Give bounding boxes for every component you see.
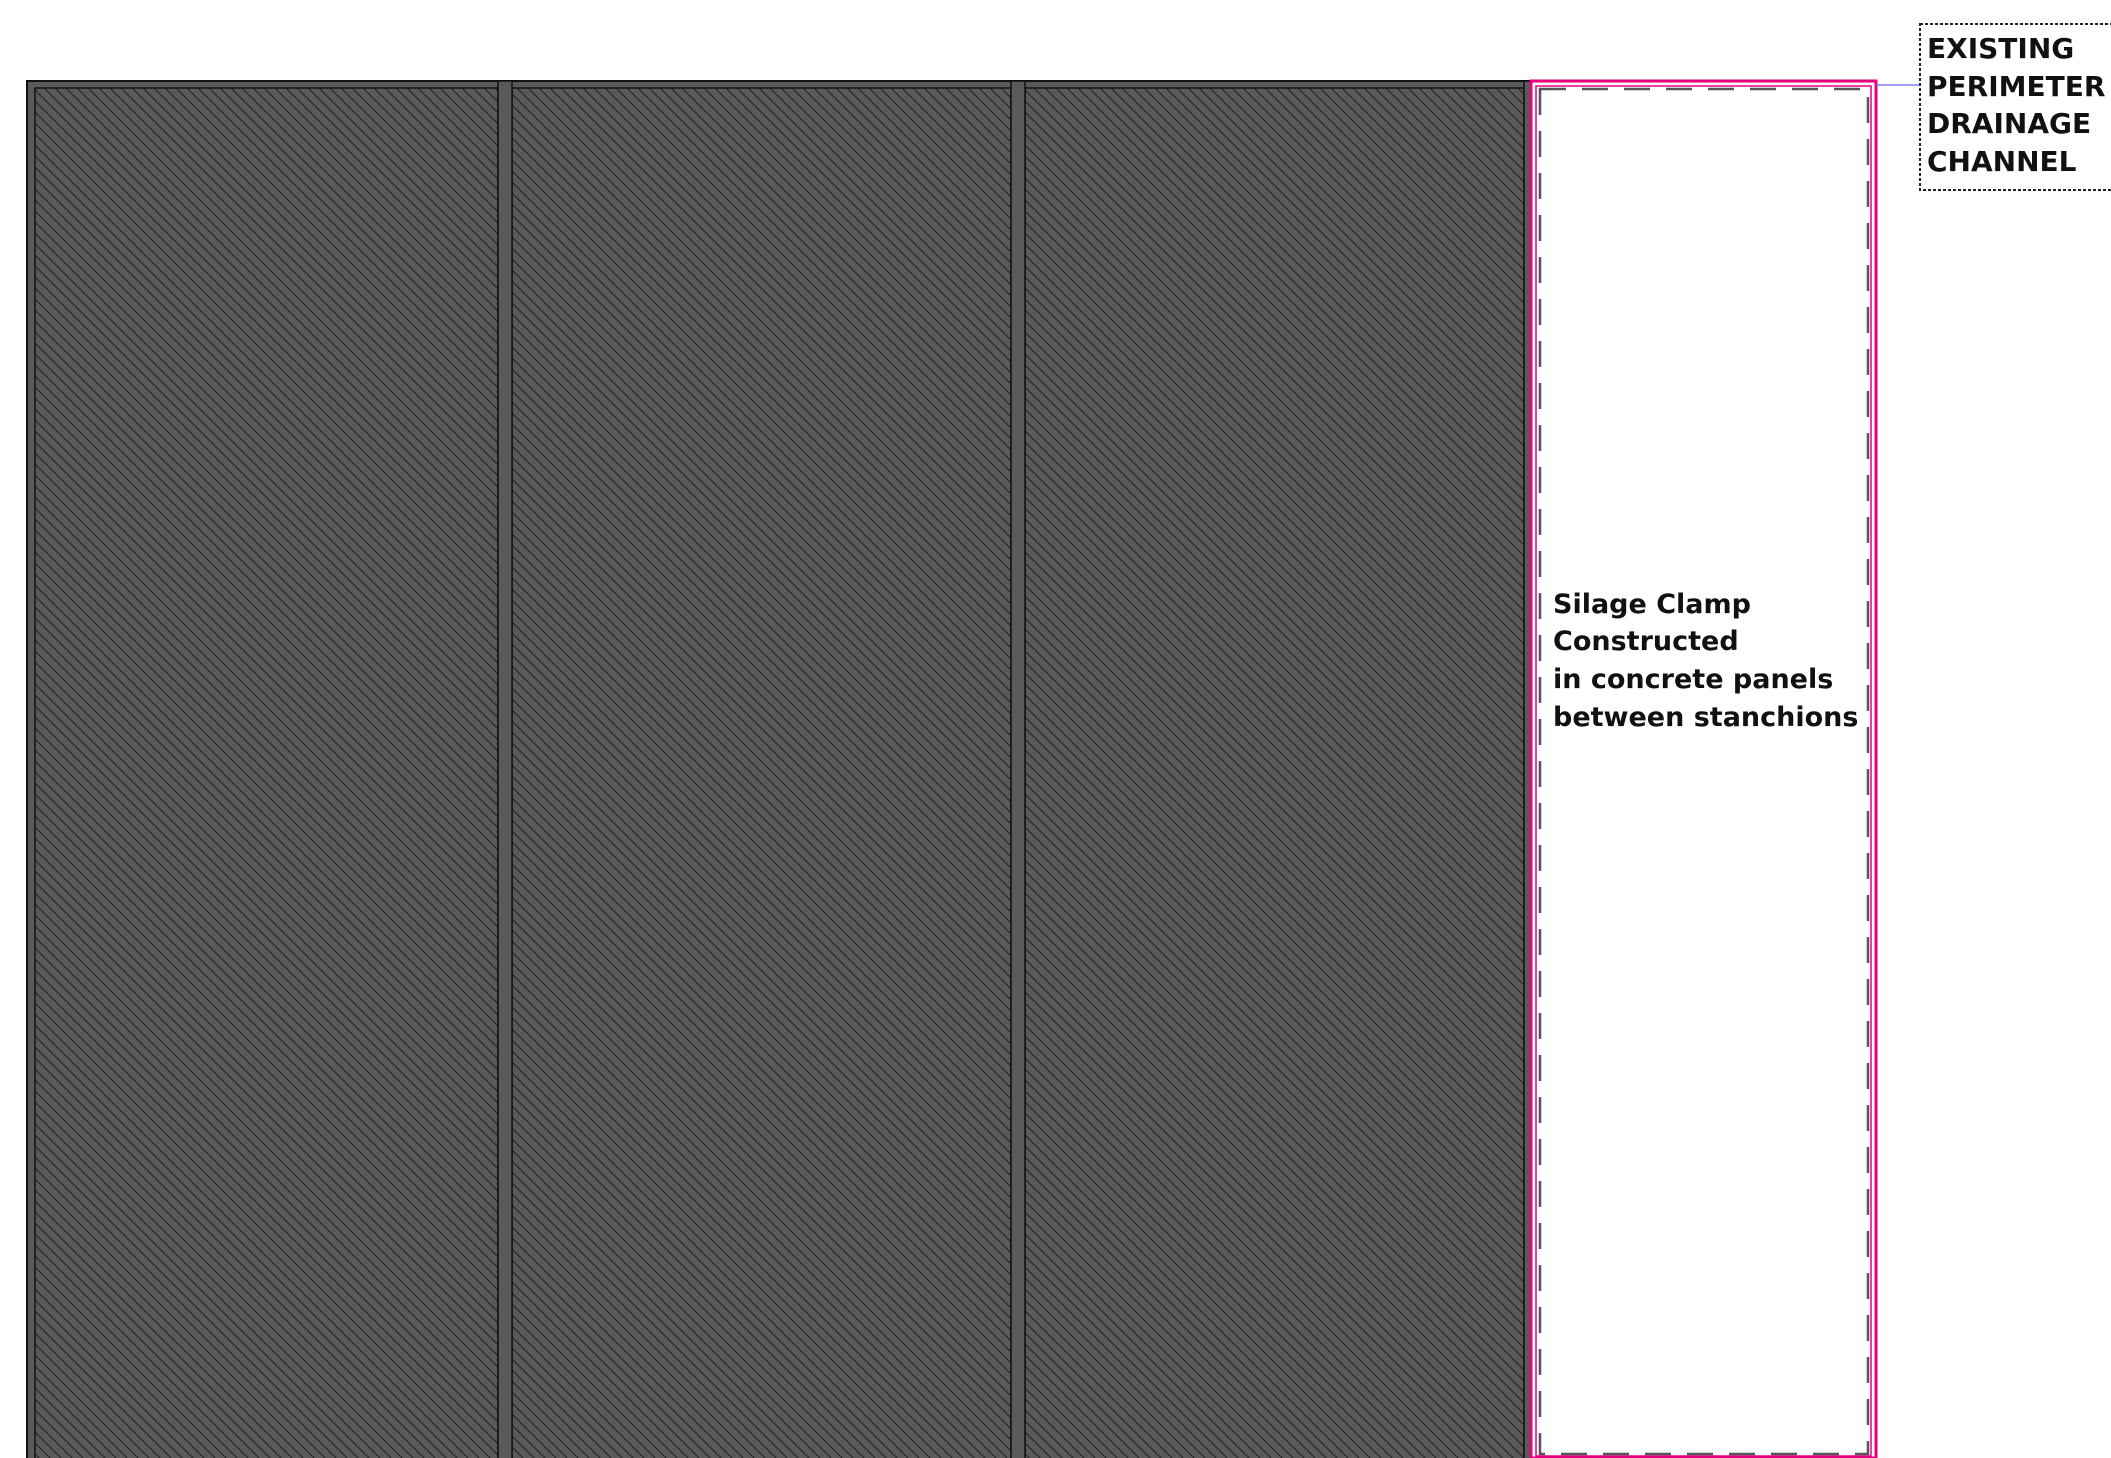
drainage-note-line-3: DRAINAGE — [1927, 107, 2092, 140]
silage-note-line-1: Silage Clamp — [1553, 589, 1751, 620]
drainage-note-line-2: PERIMETER — [1927, 70, 2106, 103]
silage-note-line-2: Constructed — [1553, 626, 1739, 657]
clamp-outer-outline — [1531, 81, 1876, 1458]
silage-clamp — [1531, 81, 1876, 1458]
bay-1 — [35, 88, 498, 1458]
stanchion-1 — [498, 81, 512, 1458]
hatched-bays — [35, 88, 1524, 1458]
bay-2 — [512, 88, 1011, 1458]
drainage-note-line-4: CHANNEL — [1927, 145, 2077, 178]
drainage-note-line-1: EXISTING — [1927, 32, 2075, 65]
stanchion-2 — [1011, 81, 1025, 1458]
silage-note-line-3: in concrete panels — [1553, 664, 1834, 695]
bay-3 — [1025, 88, 1524, 1458]
silage-note-line-4: between stanchions — [1553, 702, 1859, 733]
